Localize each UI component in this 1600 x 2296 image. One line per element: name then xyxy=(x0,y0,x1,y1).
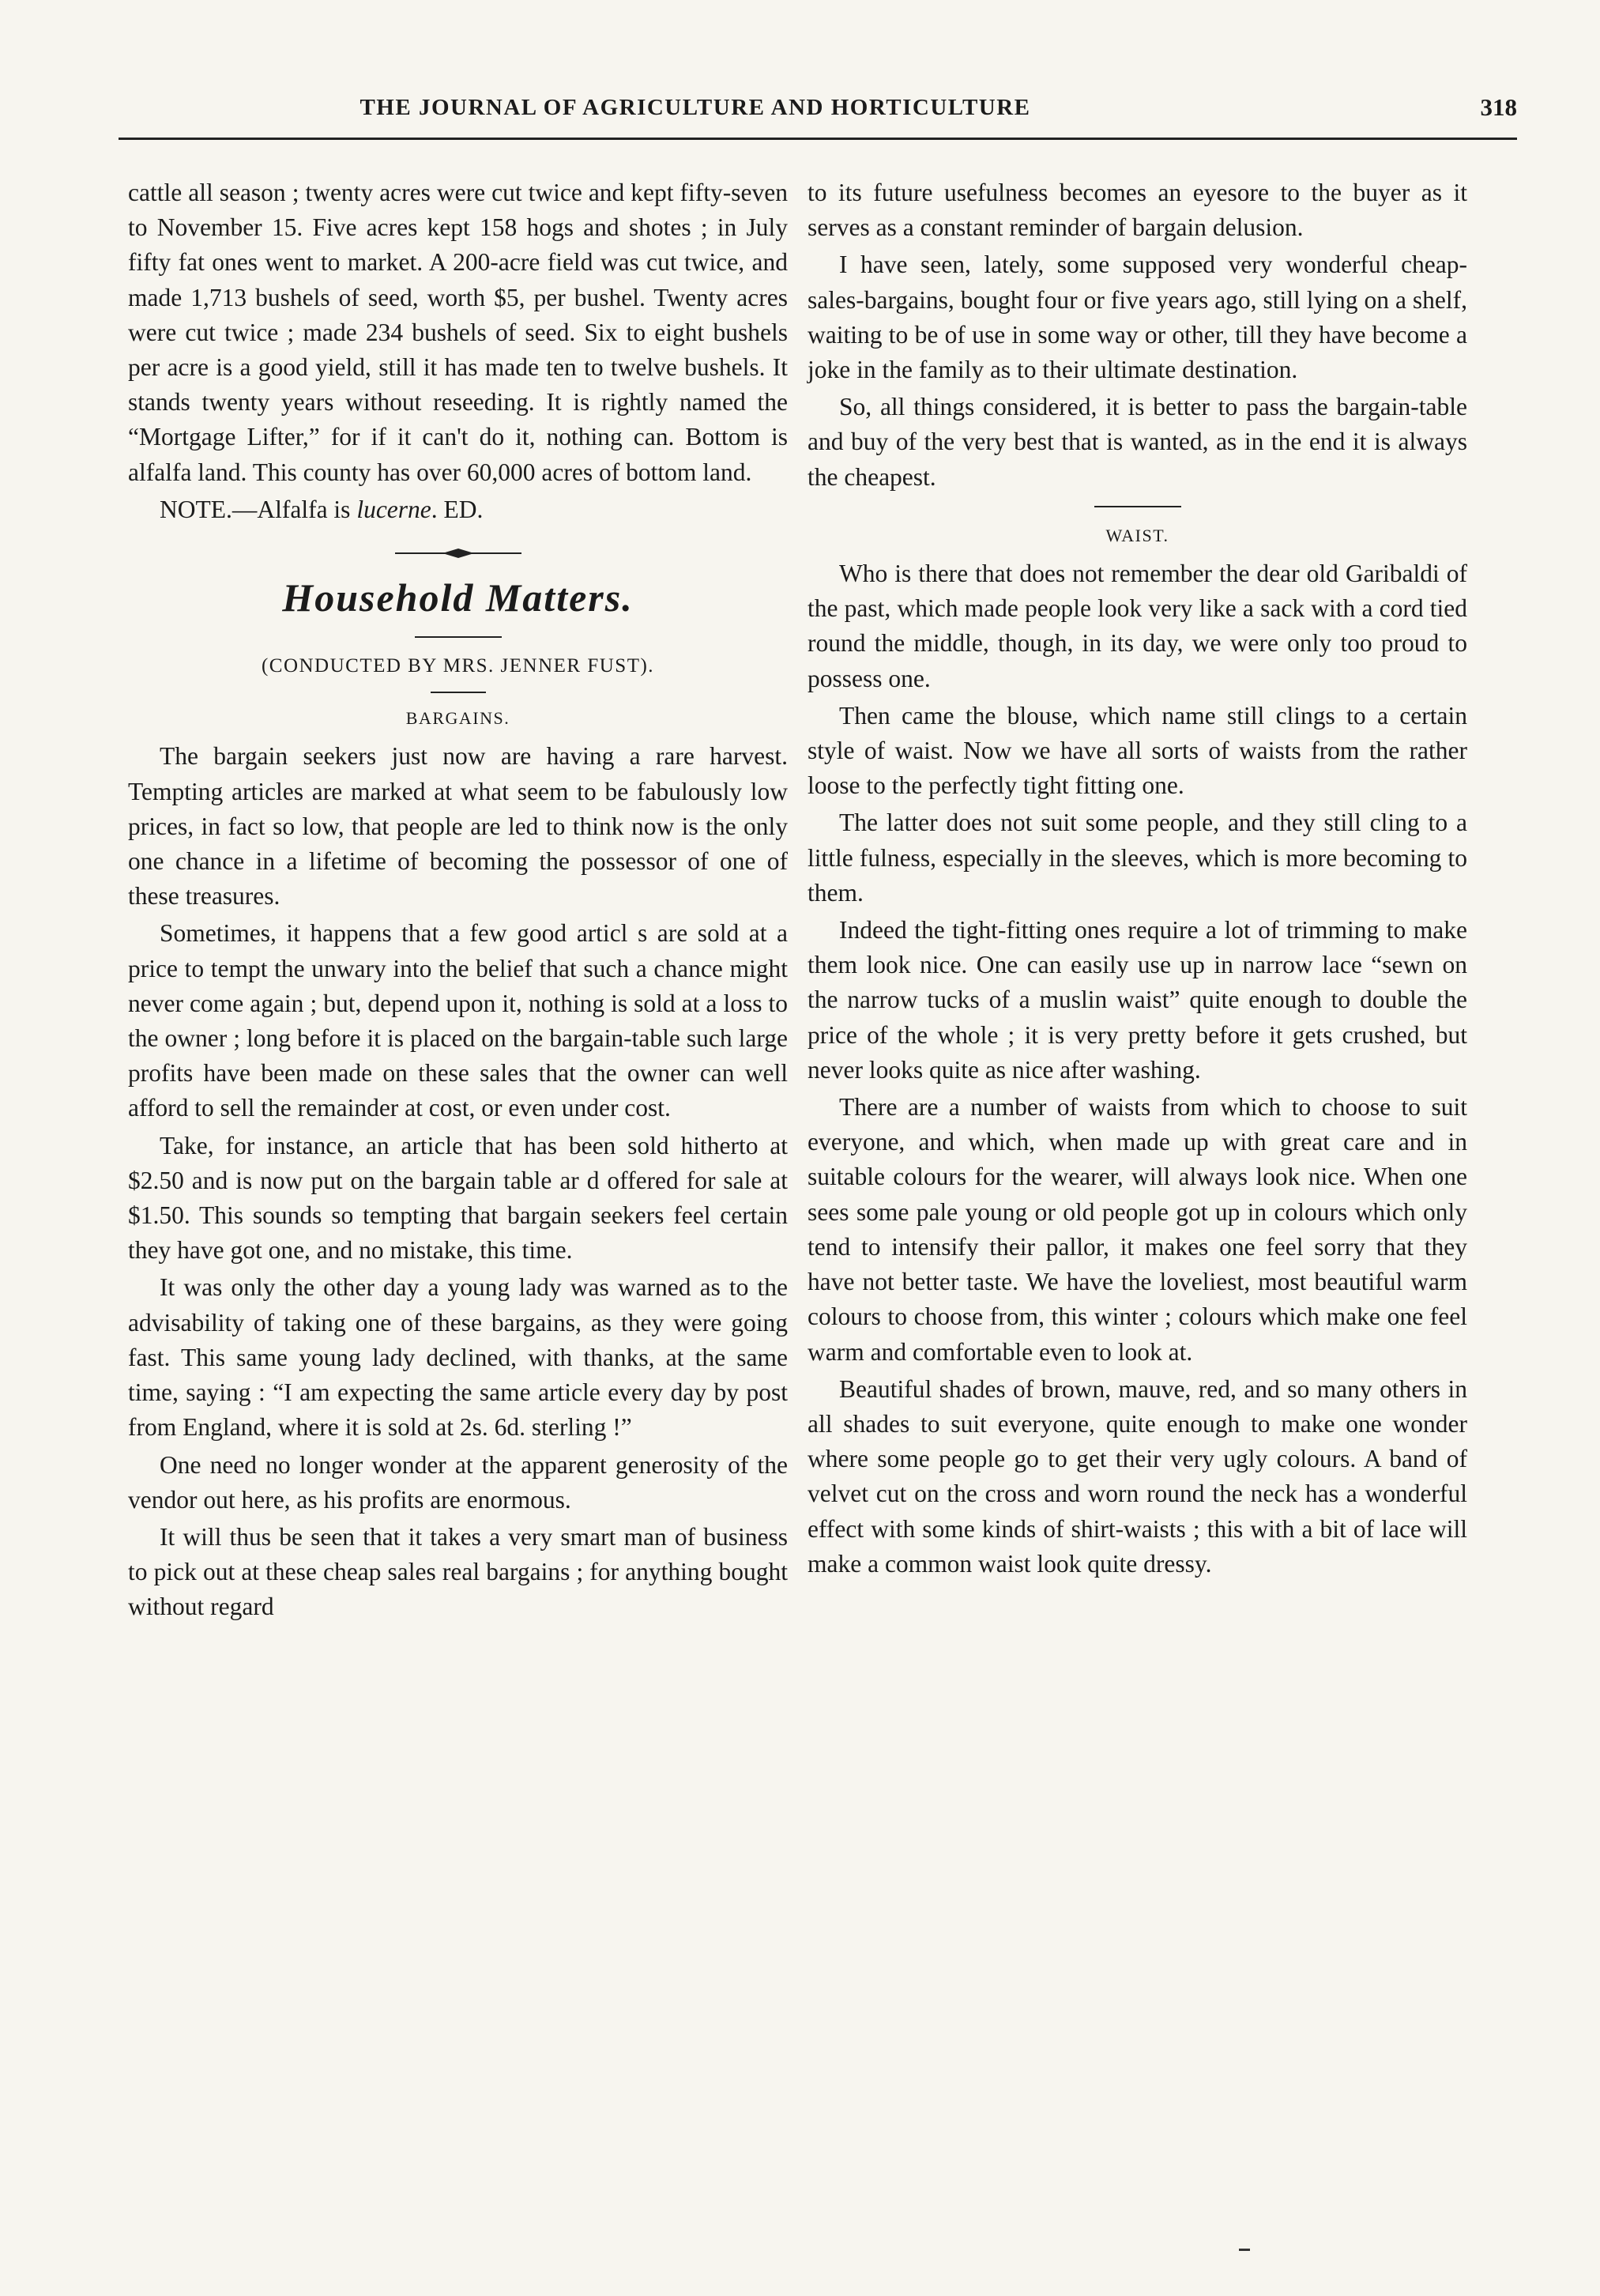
bargains-paragraph: One need no longer wonder at the apparent generosity of the vendor out here, as his profits are enormous. xyxy=(128,1450,788,1514)
note-prefix: NOTE.—Alfalfa is xyxy=(160,495,357,523)
byline: (CONDUCTED BY MRS. JENNER FUST). xyxy=(261,655,655,677)
waist-paragraph: Indeed the tight-fitting ones require a lot of trimming to make them look nice. One can easily use up in narrow lace “sewn on the narrow tucks of a muslin waist” quite enough to double the price of the whole ; it is very pretty before it gets crushed, but never looks quite as nice after washing. xyxy=(808,916,1467,1084)
footer-mark xyxy=(1239,2249,1250,2251)
page-header xyxy=(119,93,1517,125)
heading-rule xyxy=(415,636,502,638)
alfalfa-continuation-paragraph: cattle all season ; twenty acres were cut twice and kept fifty-seven to November 15. Five acres kept 158 hogs and shotes ; in July fifty fat ones went to market. A 200-acre field was cut twice, and made 1,713 bushels of seed, worth $5, per bushel. Twenty acres were cut twice ; made 234 bushels of seed. Six to eight bushels per acre is a good yield, still it has made ten to twelve bushels. It stands twenty years without reseeding. It is rightly named the “Mortgage Lifter,” for if it can't do it, nothing can. Bottom is alfalfa land. This county has over 60,000 acres of bottom land. xyxy=(128,179,788,486)
article-separator-rule xyxy=(1094,506,1181,507)
header-rule xyxy=(119,138,1517,140)
waist-paragraph: The latter does not suit some people, and they still cling to a little fulness, especially in the sleeves, which is more becoming to them. xyxy=(808,809,1467,907)
article-title-bargains: BARGAINS. xyxy=(405,708,510,729)
bargains-paragraph: So, all things considered, it is better to pass the bargain-table and buy of the very best that is wanted, as in the end it is always the cheapest. xyxy=(808,393,1467,491)
waist-paragraph: There are a number of waists from which to choose to suit everyone, and which, when made up with great care and in suitable colours for the wearer, will always look nice. When one sees some pale young or old people got up in colours which only tend to intensify their pallor, it makes one feel sorry that they have not better taste. We have the loveliest, most beautiful warm colours to choose from, this winter ; colours which make one feel warm and comfortable even to look at. xyxy=(808,1093,1467,1366)
waist-paragraph: Then came the blouse, which name still clings to a certain style of waist. Now we have all sorts of waists from the rather loose to the perfectly tight fitting one. xyxy=(808,701,1467,800)
left-column xyxy=(128,175,788,1627)
bargains-paragraph: Sometimes, it happens that a few good articl s are sold at a price to tempt the unwary into the belief that such a chance might never come again ; but, depend upon it, nothing is sold at a loss to the owner ; long before it is placed on the bargain-table such large profits have been made on these sales that the owner can well afford to sell the remainder at cost, or even under cost. xyxy=(128,919,788,1122)
bargains-paragraph: The bargain seekers just now are having a rare harvest. Tempting articles are marked at what seem to be fabulously low prices, in fact so low, that people are led to think now is the only one chance in a lifetime of becoming the possessor of one of these treasures. xyxy=(128,742,788,910)
page-number: 318 xyxy=(1480,93,1517,121)
right-column xyxy=(808,175,1467,1584)
waist-paragraph: Who is there that does not remember the dear old Garibaldi of the past, which made people look very like a sack with a cord tied round the middle, though, in its day, we were only too proud to possess one. xyxy=(808,560,1467,692)
bargains-paragraph: I have seen, lately, some supposed very wonderful cheap-sales-bargains, bought four or five years ago, still lying on a shelf, waiting to be of use in some way or other, till they have become a joke in the family as to their ultimate destination. xyxy=(808,251,1467,384)
waist-paragraph: Beautiful shades of brown, mauve, red, and so many others in all shades to suit everyone, quite enough to make one wonder where some people go to get their very ugly colours. A band of velvet cut on the cross and worn round the neck has a wonderful effect with some kinds of shirt-waists ; this with a bit of lace will make a common waist look quite dressy. xyxy=(808,1374,1467,1578)
bargains-paragraph: It was only the other day a young lady was warned as to the advisability of taking one of these bargains, as they were going fast. This same young lady declined, with thanks, at the same time, saying : “I am expecting the same article every day by post from England, where it is sold at 2s. 6d. sterling !” xyxy=(128,1273,788,1442)
section-heading: Household Matters. xyxy=(282,575,634,620)
note-term: lucerne xyxy=(356,495,431,523)
byline-rule xyxy=(431,692,486,693)
bargains-paragraph: It will thus be seen that it takes a very smart man of business to pick out at these cheap sales real bargains ; for anything bought without regard xyxy=(128,1522,788,1621)
editor-note xyxy=(128,492,788,527)
article-title-waist: WAIST. xyxy=(1105,525,1169,545)
bargains-continuation-paragraph: to its future usefulness becomes an eyesore to the buyer as it serves as a constant reminder of bargain delusion. xyxy=(808,179,1467,242)
section-ornament xyxy=(395,548,521,559)
running-title: THE JOURNAL OF AGRICULTURE AND HORTICULTURE xyxy=(360,95,1031,120)
bargains-paragraph: Take, for instance, an article that has been sold hitherto at $2.50 and is now put on the bargain table ar d offered for sale at $1.50. This sounds so tempting that bargain seekers feel certain they have got one, and no mistake, this time. xyxy=(128,1131,788,1265)
note-suffix: . ED. xyxy=(431,495,484,523)
